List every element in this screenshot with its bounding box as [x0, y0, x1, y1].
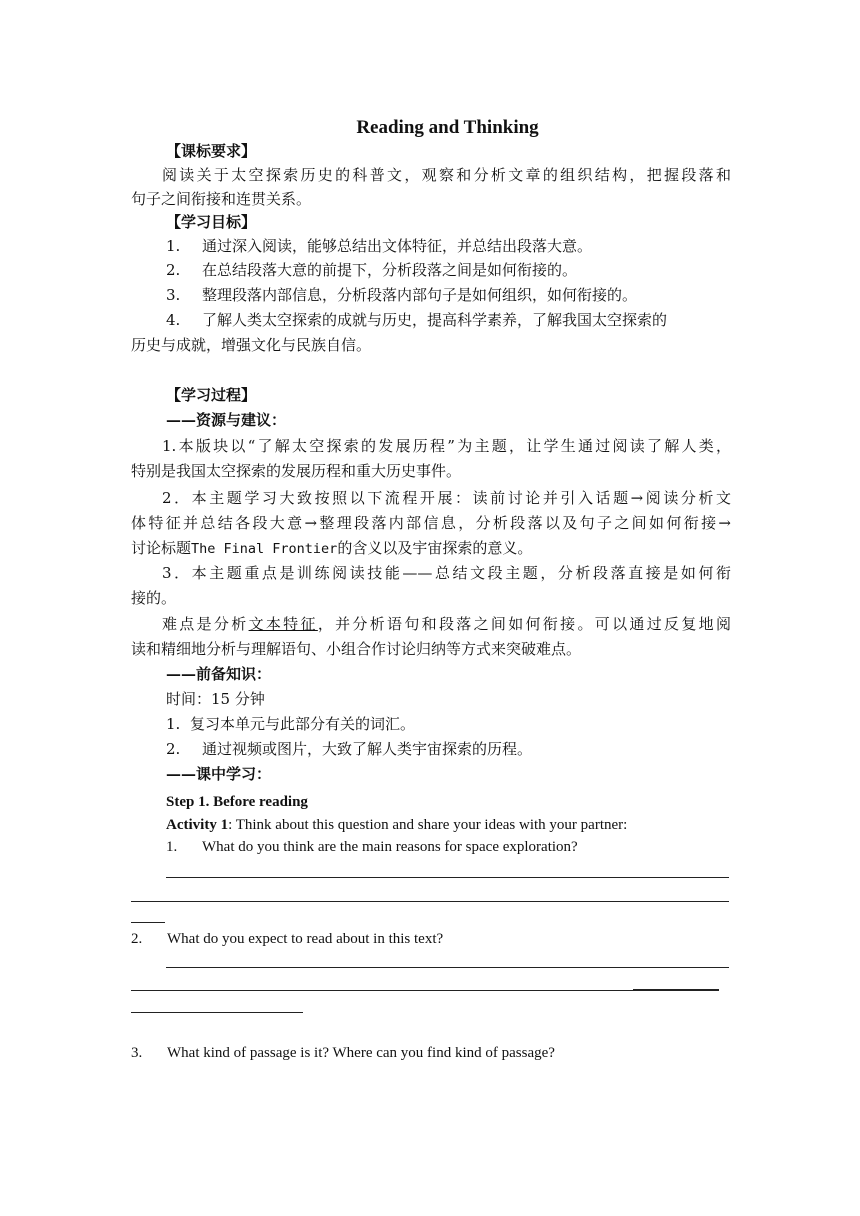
prep-heading: ——前备知识： [166, 665, 272, 683]
activity1-text: : Think about this question and share your ideas with your partner: [228, 817, 628, 833]
objective-item-1 [166, 234, 766, 258]
objective-item-4-continued: 历史与成就，增强文化与民族自信。 [131, 336, 372, 354]
question-2 [131, 927, 731, 951]
prep-number: 1. [166, 715, 181, 733]
question-number: 1. [166, 839, 178, 855]
resources-p2-line2: 体特征并总结各段大意→整理段落内部信息，分析段落以及句子之间如何衔接→ [131, 514, 731, 532]
resources-p2-line1: 2．本主题学习大致按照以下流程开展：读前讨论并引入话题→阅读分析文 [162, 489, 731, 507]
resources-heading: ——资源与建议： [166, 411, 287, 429]
activity1-label: Activity 1 [166, 817, 229, 833]
answer-line[interactable] [131, 990, 633, 991]
question-3 [131, 1041, 731, 1065]
question-number: 2. [131, 931, 143, 947]
resources-p1-line2: 特别是我国太空探索的发展历程和重大历史事件。 [131, 462, 462, 480]
page-title: Reading and Thinking [356, 117, 539, 138]
objective-number: 2. [166, 261, 181, 279]
p2-text-a: 讨论标题 [131, 539, 192, 557]
question-text: What do you think are the main reasons for space exploration? [202, 839, 578, 855]
objective-number: 1. [166, 237, 181, 255]
question-text: What kind of passage is it? Where can you find kind of passage? [167, 1045, 555, 1061]
p4-text-b: ，并分析语句和段落之间如何衔接。可以通过反复地阅 [317, 615, 731, 633]
answer-line[interactable] [131, 901, 729, 902]
objective-text: 了解人类太空探索的成就与历史，提高科学素养，了解我国太空探索的 [202, 311, 668, 329]
objective-text: 整理段落内部信息，分析段落内部句子是如何组织，如何衔接的。 [202, 286, 638, 304]
objective-number: 3. [166, 286, 181, 304]
curriculum-text-line2: 句子之间衔接和连贯关系。 [131, 190, 312, 208]
resources-p3-line2: 接的。 [131, 589, 177, 607]
answer-line[interactable] [131, 1012, 303, 1013]
prep-number: 2. [166, 740, 181, 758]
objective-item-2 [166, 258, 766, 282]
prep-text: 通过视频或图片，大致了解人类宇宙探索的历程。 [202, 740, 533, 758]
final-frontier-title: The Final Frontier [191, 541, 338, 557]
p4-text-a: 难点是分析 [162, 615, 249, 633]
prep-time: 时间：15 分钟 [166, 690, 265, 708]
curriculum-text-line1: 阅读关于太空探索历史的科普文，观察和分析文章的组织结构，把握段落和 [162, 166, 731, 184]
resources-p1-line1: 1.本版块以“了解太空探索的发展历程”为主题，让学生通过阅读了解人类， [162, 437, 731, 455]
answer-line[interactable] [633, 989, 719, 991]
resources-p4-line1 [131, 612, 731, 636]
resources-p4-line2: 读和精细地分析与理解语句、小组合作讨论归纳等方式来突破难点。 [131, 640, 582, 658]
objective-text: 通过深入阅读，能够总结出文体特征，并总结出段落大意。 [202, 237, 593, 255]
question-text: What do you expect to read about in this text? [167, 931, 444, 947]
objectives-heading: 【学习目标】 [166, 213, 257, 231]
question-1 [166, 835, 766, 859]
prep-text: 复习本单元与此部分有关的词汇。 [190, 715, 416, 733]
objective-number: 4. [166, 311, 181, 329]
prep-item-2 [166, 737, 766, 761]
activity1-instruction [166, 813, 766, 837]
curriculum-heading: 【课标要求】 [166, 142, 257, 160]
answer-line[interactable] [166, 877, 729, 878]
prep-item-1 [166, 712, 766, 736]
objective-item-4 [166, 308, 766, 332]
resources-p3-line1: 3．本主题重点是训练阅读技能——总结文段主题，分析段落直接是如何衔 [162, 564, 731, 582]
step1-heading: Step 1. Before reading [166, 794, 308, 810]
text-features-underlined: 文本特征 [248, 615, 318, 633]
p2-text-b: 的含义以及宇宙探索的意义。 [337, 539, 533, 557]
objective-text: 在总结段落大意的前提下，分析段落之间是如何衔接的。 [202, 261, 578, 279]
objective-item-3 [166, 283, 766, 307]
answer-line[interactable] [166, 967, 729, 968]
class-heading: ——课中学习： [166, 765, 272, 783]
answer-line[interactable] [131, 922, 165, 923]
resources-p2-line3 [131, 536, 731, 561]
question-number: 3. [131, 1045, 143, 1061]
process-heading: 【学习过程】 [166, 386, 257, 404]
